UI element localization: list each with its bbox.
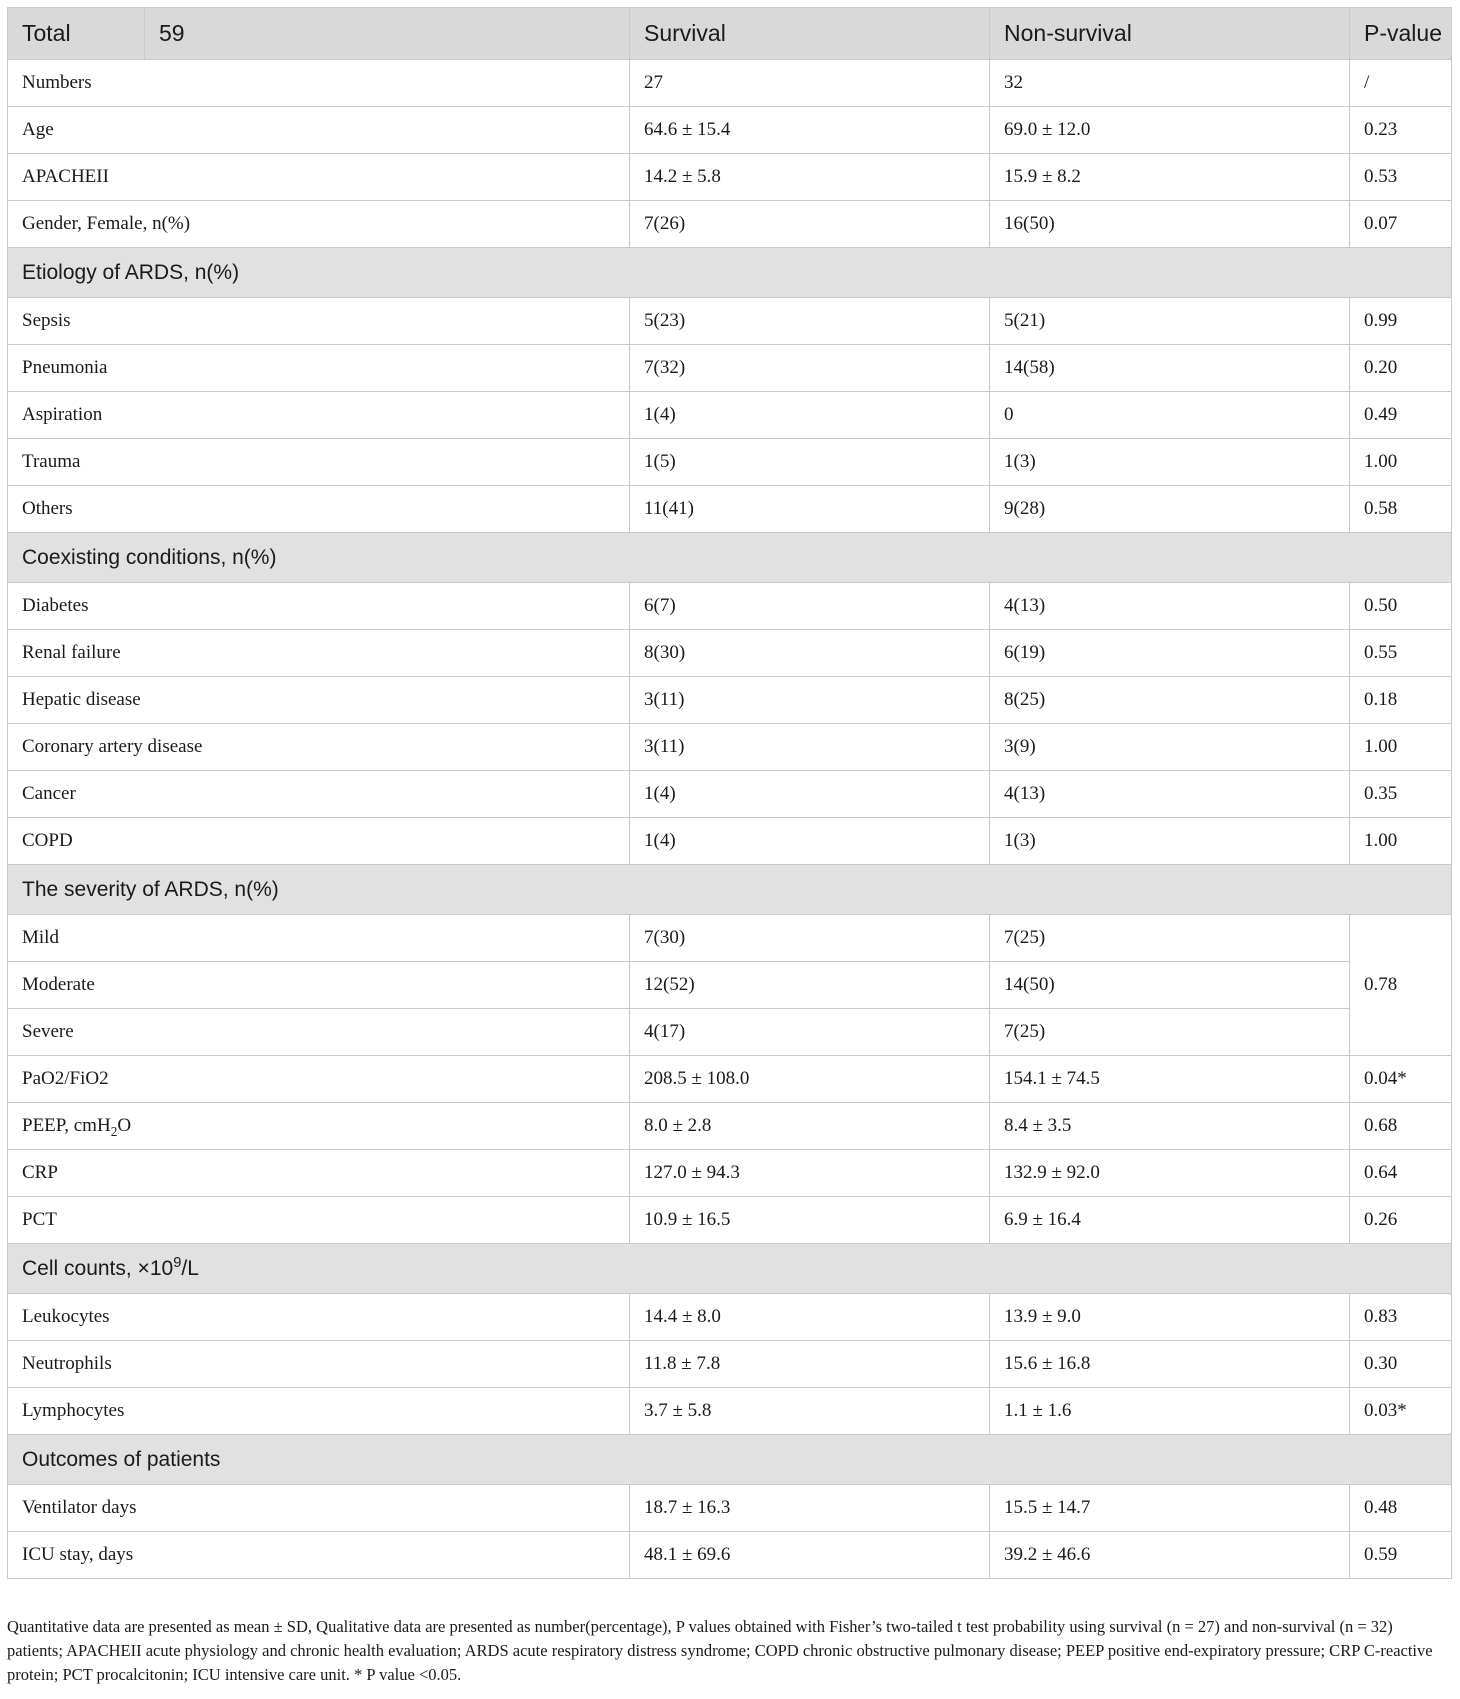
p-value: 0.48 (1350, 1485, 1452, 1532)
nonsurvival-value: 4(13) (990, 771, 1350, 818)
nonsurvival-value: 32 (990, 60, 1350, 107)
grouped-p-value: 0.78 (1350, 915, 1452, 1056)
survival-value: 3(11) (630, 677, 990, 724)
patient-characteristics-table (7, 7, 1452, 1579)
p-value: 0.49 (1350, 392, 1452, 439)
header-total-value: 59 (145, 8, 630, 60)
survival-value: 12(52) (630, 962, 990, 1009)
survival-value: 48.1 ± 69.6 (630, 1532, 990, 1579)
header-nonsurvival: Non-survival (990, 8, 1350, 60)
survival-value: 1(4) (630, 392, 990, 439)
table-row (8, 1009, 1452, 1056)
table-row (8, 486, 1452, 533)
row-label: Aspiration (8, 392, 630, 439)
table-row (8, 915, 1452, 962)
table-row (8, 1341, 1452, 1388)
table-row (8, 771, 1452, 818)
table-row (8, 1294, 1452, 1341)
p-value: 0.26 (1350, 1197, 1452, 1244)
survival-value: 7(32) (630, 345, 990, 392)
survival-value: 1(4) (630, 818, 990, 865)
p-value: 0.50 (1350, 583, 1452, 630)
p-value: 0.18 (1350, 677, 1452, 724)
p-value: 0.20 (1350, 345, 1452, 392)
p-value: 1.00 (1350, 724, 1452, 771)
nonsurvival-value: 15.9 ± 8.2 (990, 154, 1350, 201)
nonsurvival-value: 7(25) (990, 915, 1350, 962)
nonsurvival-value: 6(19) (990, 630, 1350, 677)
survival-value: 27 (630, 60, 990, 107)
survival-value: 6(7) (630, 583, 990, 630)
section-title: The severity of ARDS, n(%) (8, 865, 1452, 915)
survival-value: 7(26) (630, 201, 990, 248)
row-label (8, 1103, 630, 1150)
row-label: PaO2/FiO2 (8, 1056, 630, 1103)
survival-value: 7(30) (630, 915, 990, 962)
table-row (8, 677, 1452, 724)
table-row (8, 60, 1452, 107)
nonsurvival-value: 13.9 ± 9.0 (990, 1294, 1350, 1341)
nonsurvival-value: 1(3) (990, 439, 1350, 486)
nonsurvival-value: 16(50) (990, 201, 1350, 248)
row-label: ICU stay, days (8, 1532, 630, 1579)
table-row (8, 724, 1452, 771)
header-total-label: Total (8, 8, 145, 60)
nonsurvival-value: 15.6 ± 16.8 (990, 1341, 1350, 1388)
table-row (8, 962, 1452, 1009)
table-row (8, 818, 1452, 865)
p-value: 0.35 (1350, 771, 1452, 818)
p-value: 0.99 (1350, 298, 1452, 345)
p-value: 1.00 (1350, 818, 1452, 865)
row-label: Renal failure (8, 630, 630, 677)
row-label: APACHEII (8, 154, 630, 201)
section-header-etiology (8, 248, 1452, 298)
nonsurvival-value: 3(9) (990, 724, 1350, 771)
row-label-main: PEEP, cmH (22, 1115, 111, 1136)
nonsurvival-value: 8(25) (990, 677, 1350, 724)
table-row (8, 1532, 1452, 1579)
row-label: Ventilator days (8, 1485, 630, 1532)
survival-value: 208.5 ± 108.0 (630, 1056, 990, 1103)
p-value: 0.04* (1350, 1056, 1452, 1103)
section-title (8, 1244, 1452, 1294)
nonsurvival-value: 9(28) (990, 486, 1350, 533)
survival-value: 5(23) (630, 298, 990, 345)
p-value: 0.53 (1350, 154, 1452, 201)
survival-value: 4(17) (630, 1009, 990, 1056)
p-value: 0.07 (1350, 201, 1452, 248)
p-value: 0.30 (1350, 1341, 1452, 1388)
section-title: Etiology of ARDS, n(%) (8, 248, 1452, 298)
section-header-coexisting (8, 533, 1452, 583)
nonsurvival-value: 1.1 ± 1.6 (990, 1388, 1350, 1435)
p-value: / (1350, 60, 1452, 107)
header-survival: Survival (630, 8, 990, 60)
table-row (8, 298, 1452, 345)
row-label: PCT (8, 1197, 630, 1244)
table-row (8, 439, 1452, 486)
row-label: Lymphocytes (8, 1388, 630, 1435)
survival-value: 8(30) (630, 630, 990, 677)
p-value: 0.58 (1350, 486, 1452, 533)
nonsurvival-value: 8.4 ± 3.5 (990, 1103, 1350, 1150)
row-label: Age (8, 107, 630, 154)
nonsurvival-value: 4(13) (990, 583, 1350, 630)
survival-value: 127.0 ± 94.3 (630, 1150, 990, 1197)
section-title-tail: /L (181, 1256, 199, 1280)
section-header-severity (8, 865, 1452, 915)
row-label: Diabetes (8, 583, 630, 630)
table-row (8, 1103, 1452, 1150)
survival-value: 1(4) (630, 771, 990, 818)
nonsurvival-value: 39.2 ± 46.6 (990, 1532, 1350, 1579)
row-label: Coronary artery disease (8, 724, 630, 771)
survival-value: 11.8 ± 7.8 (630, 1341, 990, 1388)
table-row (8, 1197, 1452, 1244)
nonsurvival-value: 132.9 ± 92.0 (990, 1150, 1350, 1197)
nonsurvival-value: 6.9 ± 16.4 (990, 1197, 1350, 1244)
row-label: Mild (8, 915, 630, 962)
table-footnote: Quantitative data are presented as mean ± SD, Qualitative data are presented as number(percentage), P values obtained with Fisher’s two-tailed t test probability using survival (n = 27) and non-survival (n = 32) patients; APACHEII acute physiology and chronic health evaluation; ARDS acute respiratory distress syndrome; COPD chronic obstructive pulmonary disease; PEEP positive end-expiratory pressure; CRP C-reactive protein; PCT procalcitonin; ICU intensive care unit. * P value <0.05. (7, 1617, 1433, 1684)
row-label: Leukocytes (8, 1294, 630, 1341)
row-label: Pneumonia (8, 345, 630, 392)
table-header-row (8, 8, 1452, 60)
row-label: Trauma (8, 439, 630, 486)
section-header-cell-counts (8, 1244, 1452, 1294)
survival-value: 14.4 ± 8.0 (630, 1294, 990, 1341)
nonsurvival-value: 5(21) (990, 298, 1350, 345)
p-value: 0.68 (1350, 1103, 1452, 1150)
table-row (8, 630, 1452, 677)
section-title-main: Cell counts, ×10 (22, 1256, 174, 1280)
table-container (7, 7, 1451, 1579)
table-row (8, 1388, 1452, 1435)
row-label: Neutrophils (8, 1341, 630, 1388)
row-label: CRP (8, 1150, 630, 1197)
row-label: Severe (8, 1009, 630, 1056)
table-row (8, 201, 1452, 248)
nonsurvival-value: 154.1 ± 74.5 (990, 1056, 1350, 1103)
section-header-outcomes (8, 1435, 1452, 1485)
nonsurvival-value: 1(3) (990, 818, 1350, 865)
table-row (8, 107, 1452, 154)
row-label: Moderate (8, 962, 630, 1009)
section-title-superscript: 9 (173, 1254, 182, 1271)
survival-value: 14.2 ± 5.8 (630, 154, 990, 201)
table-row (8, 583, 1452, 630)
row-label: Hepatic disease (8, 677, 630, 724)
row-label: Numbers (8, 60, 630, 107)
p-value: 0.23 (1350, 107, 1452, 154)
table-row (8, 1485, 1452, 1532)
row-label: COPD (8, 818, 630, 865)
row-label: Gender, Female, n(%) (8, 201, 630, 248)
p-value: 0.55 (1350, 630, 1452, 677)
p-value: 1.00 (1350, 439, 1452, 486)
p-value: 0.83 (1350, 1294, 1452, 1341)
p-value: 0.64 (1350, 1150, 1452, 1197)
survival-value: 3.7 ± 5.8 (630, 1388, 990, 1435)
row-label: Cancer (8, 771, 630, 818)
row-label-tail: O (117, 1115, 132, 1136)
nonsurvival-value: 7(25) (990, 1009, 1350, 1056)
survival-value: 64.6 ± 15.4 (630, 107, 990, 154)
row-label-subscript: 2 (110, 1123, 118, 1139)
section-title: Coexisting conditions, n(%) (8, 533, 1452, 583)
survival-value: 3(11) (630, 724, 990, 771)
table-row (8, 1056, 1452, 1103)
nonsurvival-value: 15.5 ± 14.7 (990, 1485, 1350, 1532)
section-title: Outcomes of patients (8, 1435, 1452, 1485)
survival-value: 11(41) (630, 486, 990, 533)
table-row (8, 1150, 1452, 1197)
p-value: 0.03* (1350, 1388, 1452, 1435)
nonsurvival-value: 14(50) (990, 962, 1350, 1009)
survival-value: 1(5) (630, 439, 990, 486)
row-label: Sepsis (8, 298, 630, 345)
nonsurvival-value: 69.0 ± 12.0 (990, 107, 1350, 154)
nonsurvival-value: 0 (990, 392, 1350, 439)
survival-value: 10.9 ± 16.5 (630, 1197, 990, 1244)
p-value: 0.59 (1350, 1532, 1452, 1579)
table-row (8, 345, 1452, 392)
table-row (8, 154, 1452, 201)
row-label: Others (8, 486, 630, 533)
header-pvalue: P-value (1350, 8, 1452, 60)
nonsurvival-value: 14(58) (990, 345, 1350, 392)
survival-value: 18.7 ± 16.3 (630, 1485, 990, 1532)
table-row (8, 392, 1452, 439)
survival-value: 8.0 ± 2.8 (630, 1103, 990, 1150)
